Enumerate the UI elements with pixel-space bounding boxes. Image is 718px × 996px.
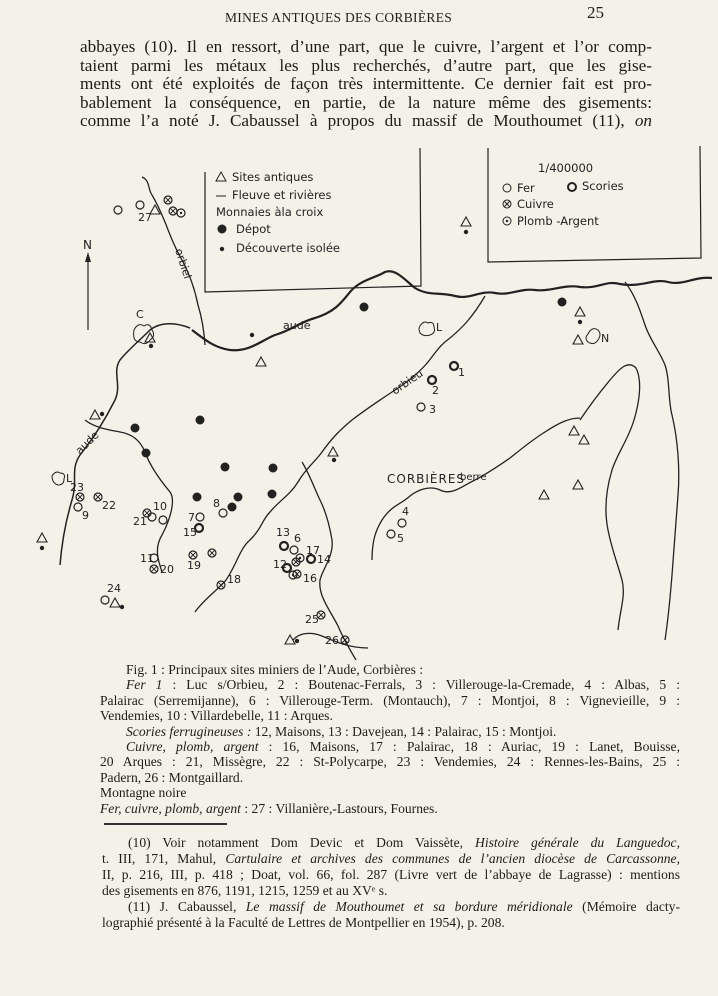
north-label: N: [83, 238, 92, 252]
caption-cuivre-label: Cuivre, plomb, argent: [126, 739, 259, 755]
isolated-find-marker: [250, 333, 254, 337]
ancient-site-marker: [37, 533, 47, 542]
thick-circle-icon: [568, 183, 576, 191]
site-number: 14: [317, 553, 331, 566]
iron-site-marker: [196, 513, 204, 521]
copper-cross: [342, 637, 348, 643]
copper-cross: [218, 582, 224, 588]
caption-mn-line: [100, 801, 680, 816]
site-number: 15: [183, 526, 197, 539]
ancient-site-marker: [539, 490, 549, 499]
town-shape: [52, 472, 65, 485]
river-label-orbieu: orbieu: [389, 366, 426, 398]
running-title: MINES ANTIQUES DES CORBIÈRES: [225, 10, 453, 25]
town-l-east: L: [436, 321, 443, 334]
caption-mn-label: Fer, cuivre, plomb, argent: [100, 800, 241, 816]
legend-coins: Monnaies àla croix: [216, 205, 324, 219]
body-line: taient parmi les métaux les plus recherchés, d’autre part, que les gise-: [80, 55, 652, 75]
site-number: 23: [70, 481, 84, 494]
site-number: 12: [273, 558, 287, 571]
ancient-site-marker: [461, 217, 471, 226]
legend-copper: Cuivre: [517, 197, 554, 211]
coin-hoard-marker: [142, 449, 151, 458]
body-italic-word: on: [634, 111, 652, 131]
footnote-10-line: II, p. 216, III, p. 418 ; Doat, vol. 66, fol. 287 (Livre vert de l’abbaye de Lagrasse) : mentions: [102, 867, 680, 882]
rivers: [60, 177, 712, 660]
ancient-site-marker: [573, 480, 583, 489]
copper-cross: [95, 494, 101, 500]
caption-line: Padern, 26 : Montgaillard.: [100, 769, 244, 785]
site-number: 17: [306, 544, 320, 557]
small-dot-icon: [220, 247, 224, 251]
fn-text: t. III, 171, Mahul,: [102, 851, 226, 866]
town-shape: [586, 329, 600, 344]
orbiel-river: [142, 177, 205, 345]
isolated-find-marker: [578, 320, 582, 324]
copper-cross: [165, 197, 171, 203]
caption-line: 20 Arques : 21, Missègre, 22 : St-Polycarpe, 23 : Vendemies, 24 : Rennes-les-Bains, 25 :: [100, 754, 680, 770]
copper-cross: [318, 612, 324, 618]
town-n: N: [601, 332, 610, 345]
coin-hoard-marker: [360, 303, 369, 312]
site-number: 18: [227, 573, 241, 586]
copper-cross: [170, 208, 176, 214]
body-paragraph: [80, 38, 652, 131]
coin-hoard-marker: [269, 464, 278, 473]
legend-isolated: Découverte isolée: [236, 241, 340, 255]
river-label-berre: berre: [460, 472, 487, 483]
figure-map: [0, 140, 718, 660]
footnote-11-line: lographié présenté à la Faculté de Lettres de Montpellier en 1954), p. 208.: [102, 915, 505, 930]
ancient-site-marker: [328, 447, 338, 456]
ancient-site-marker: [579, 435, 589, 444]
caption-montagne: Montagne noire: [100, 785, 187, 801]
site-number: 26: [325, 634, 339, 647]
legend-sites: Sites antiques: [232, 170, 314, 184]
isolated-find-marker: [149, 344, 153, 348]
footnote-10-line: [102, 851, 680, 867]
copper-cross: [151, 566, 157, 572]
site-number: 8: [213, 497, 220, 510]
site-markers: [37, 196, 589, 647]
region-label: CORBIÈRES: [387, 472, 466, 486]
site-number: 2: [432, 384, 439, 397]
ancient-site-marker: [573, 335, 583, 344]
caption-fer-label: Fer 1: [126, 677, 163, 693]
big-dot-icon: [218, 225, 227, 234]
site-number: 25: [305, 613, 319, 626]
copper-cross: [209, 550, 215, 556]
caption-text: 12, Maisons, 13 : Davejean, 14 : Palairac, 15 : Montjoi.: [251, 723, 557, 739]
page-number: 25: [587, 3, 604, 22]
body-line-last: [80, 112, 652, 131]
isolated-find-marker: [120, 605, 124, 609]
fn-italic: Histoire générale du Languedoc,: [475, 835, 680, 850]
caption-title: Fig. 1 : Principaux sites miniers de l’Aude, Corbières :: [126, 662, 424, 677]
site-number: 20: [160, 563, 174, 576]
fn-italic: Le massif de Mouthoumet et sa bordure méridionale: [245, 899, 573, 914]
caption-line: Palairac (Serremijanne), 6 : Villerouge-Term. (Montauch), 7 : Montjoi, 8 : Vignevieille, 9 :: [100, 692, 680, 708]
site-number: 5: [397, 532, 404, 545]
iron-site-marker: [74, 503, 82, 511]
coin-hoard-marker: [228, 503, 237, 512]
site-number: 4: [402, 505, 409, 518]
isolated-find-marker: [332, 458, 336, 462]
crossed-circle-icon: [503, 200, 511, 208]
site-number: 11: [140, 552, 154, 565]
footnotes: [102, 835, 680, 931]
circle-icon: [503, 184, 511, 192]
isolated-find-marker: [464, 230, 468, 234]
isolated-find-marker: [40, 546, 44, 550]
north-arrow: [83, 238, 92, 330]
legend-rivers: Fleuve et rivières: [232, 188, 332, 202]
site-number: 27: [138, 211, 152, 224]
legend-iron: Fer: [517, 181, 535, 195]
footnote-11-line: [102, 899, 680, 915]
site-number: 24: [107, 582, 121, 595]
ancient-site-marker: [110, 598, 120, 607]
town-l-west: L: [66, 472, 73, 485]
east-coast: [625, 282, 679, 640]
caption-fer-line: [100, 677, 680, 692]
caption-cuivre-line: [100, 739, 680, 754]
body-line-text: comme l’a noté J. Cabaussel à propos du massif de Mouthoumet (11),: [80, 111, 625, 131]
coin-hoard-marker: [558, 298, 567, 307]
coin-hoard-marker: [196, 416, 205, 425]
caption-scories-label: Scories ferrugineuses :: [126, 723, 252, 739]
river-label-aude-west: aude: [72, 428, 102, 458]
iron-site-marker: [101, 596, 109, 604]
legend-slag: Scories: [582, 179, 624, 193]
site-number: 6: [294, 532, 301, 545]
towns: [52, 322, 600, 485]
legend-frames: [205, 146, 701, 292]
site-number: 16: [303, 572, 317, 585]
tributary-1: [85, 420, 172, 572]
site-number: 3: [429, 403, 436, 416]
lead-silver-dot: [180, 212, 182, 214]
iron-site-marker: [136, 201, 144, 209]
body-line: abbayes (10). Il en ressort, d’une part, que le cuivre, l’argent et l’or comp-: [80, 37, 652, 56]
site-number: 19: [187, 559, 201, 572]
slag-site-marker: [280, 542, 288, 550]
site-number: 1: [458, 366, 465, 379]
triangle-icon: [216, 172, 226, 181]
fn-italic: Cartulaire et archives des communes de l’ancien diocèse de Carcassonne,: [225, 851, 680, 866]
legend-hoard: Dépot: [236, 222, 271, 236]
copper-cross: [190, 552, 196, 558]
body-line: ments ont été exploités de façon très intermittente. Ce dernier fait est pro-: [80, 74, 652, 94]
fn-text: (11) J. Cabaussel,: [128, 899, 246, 914]
coin-hoard-marker: [234, 493, 243, 502]
ancient-site-marker: [575, 307, 585, 316]
body-line: bablement la conséquence, en partie, de la nature même des gisements:: [80, 92, 652, 112]
coin-hoard-marker: [131, 424, 140, 433]
legend-right: [503, 161, 624, 228]
iron-site-marker: [290, 546, 298, 554]
town-shape: [419, 322, 435, 336]
ancient-site-marker: [256, 357, 266, 366]
site-number: 9: [82, 509, 89, 522]
aude-river: [192, 271, 712, 350]
iron-site-marker: [417, 403, 425, 411]
iron-site-marker: [219, 509, 227, 517]
iron-site-marker: [398, 519, 406, 527]
site-number: 13: [276, 526, 290, 539]
site-number: 22: [102, 499, 116, 512]
coin-hoard-marker: [221, 463, 230, 472]
site-number: 10: [153, 500, 167, 513]
coin-hoard-marker: [268, 490, 277, 499]
site-number: 7: [188, 511, 195, 524]
legend-lead-silver: Plomb -Argent: [517, 214, 599, 228]
river-label-orbiel: orbiel: [172, 246, 195, 281]
caption-text: : 16, Maisons, 17 : Palairac, 18 : Auriac, 19 : Lanet, Bouisse,: [258, 739, 680, 755]
river-label-aude: aude: [283, 319, 311, 332]
east-lagoon: [580, 365, 640, 630]
scale-label: 1/400000: [538, 161, 594, 175]
ancient-site-marker: [569, 426, 579, 435]
iron-site-marker: [114, 206, 122, 214]
fn-text: (10) Voir notamment Dom Devic et Dom Vaissète,: [128, 835, 475, 850]
isolated-find-marker: [295, 639, 299, 643]
legend-left: [216, 170, 340, 255]
iron-site-marker: [387, 530, 395, 538]
footnote-10-line: [102, 835, 680, 851]
figure-caption: [100, 662, 680, 816]
orbieu-river: [195, 296, 485, 612]
fn-text: (Mémoire dacty-: [572, 899, 680, 914]
dotted-circle-icon: [503, 217, 511, 225]
isolated-find-marker: [100, 412, 104, 416]
caption-scories-line: [100, 724, 680, 739]
caption-line: Vendemies, 10 : Villardebelle, 11 : Arques.: [100, 708, 333, 724]
site-number: 21: [133, 515, 147, 528]
slag-site-marker: [450, 362, 458, 370]
caption-text: : 27 : Villanière,-Lastours, Fournes.: [240, 800, 438, 816]
copper-cross: [77, 494, 83, 500]
iron-site-marker: [159, 516, 167, 524]
caption-text: : Luc s/Orbieu, 2 : Boutenac-Ferrals, 3 : Villerouge-la-Cremade, 4 : Albas, 5 :: [162, 677, 680, 693]
town-c: C: [136, 308, 144, 321]
coin-hoard-marker: [193, 493, 202, 502]
ancient-site-marker: [90, 410, 100, 419]
slag-site-marker: [428, 376, 436, 384]
footnote-rule: [104, 823, 227, 825]
footnote-10-line: des gisements en 876, 1191, 1215, 1259 et au XVᵉ s.: [102, 883, 388, 898]
